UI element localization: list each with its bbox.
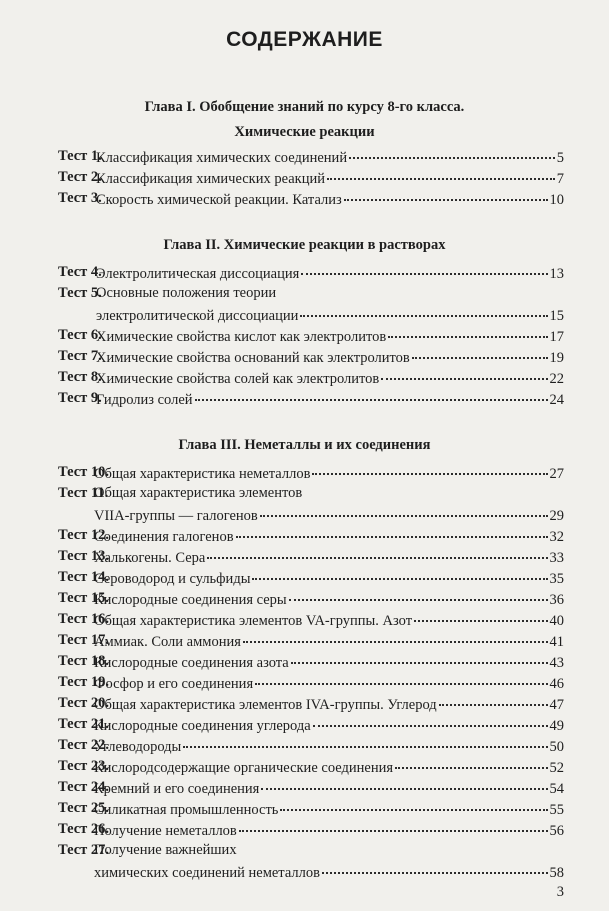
toc-entry-label: Тест 26. xyxy=(58,821,110,837)
toc-entry-label: Тест 19. xyxy=(58,674,110,690)
leader-dots xyxy=(381,364,547,380)
toc-entry-27 xyxy=(58,861,564,882)
leader-dots xyxy=(395,753,547,769)
leader-dots xyxy=(183,732,547,748)
toc-entry-title: Сероводород и сульфиды xyxy=(94,571,251,587)
toc-entry-title: Кислородные соединения углерода xyxy=(94,718,311,734)
toc-entry-title: Электролитическая диссоциация xyxy=(96,266,300,282)
leader-dots xyxy=(327,164,555,180)
toc-entry-page: 58 xyxy=(549,865,564,881)
leader-dots xyxy=(252,564,547,580)
toc-entry-title: Углеводороды xyxy=(94,739,182,755)
chapter-2-line-1: Глава II. Химические реакции в растворах xyxy=(163,237,446,253)
toc-entry-page: 13 xyxy=(549,266,564,282)
toc-entry-title: Химические свойства солей как электролитов xyxy=(96,371,380,387)
toc-entry-title: Классификация химических реакций xyxy=(96,171,325,187)
leader-dots xyxy=(388,322,547,338)
toc-entry-title: Силикатная промышленность xyxy=(94,802,279,818)
toc-entry-title: Общая характеристика неметаллов xyxy=(94,466,311,482)
toc-entry-page: 55 xyxy=(549,802,564,818)
toc-entry-page: 56 xyxy=(549,823,564,839)
leader-dots xyxy=(260,501,548,517)
toc-entry-label: Тест 23. xyxy=(58,758,110,774)
toc-entry-page: 22 xyxy=(549,371,564,387)
toc-entry-title: Общая характеристика элементов IVA-группы. Углерод xyxy=(94,697,437,713)
leader-dots xyxy=(300,301,547,317)
toc-entry-title: Фосфор и его соединения xyxy=(94,676,254,692)
toc-entry-page: 35 xyxy=(549,571,564,587)
toc-entry-page: 27 xyxy=(549,466,564,482)
toc-entry-title: Получение неметаллов xyxy=(94,823,237,839)
toc-entry-page: 36 xyxy=(549,592,564,608)
toc-entry-26 xyxy=(58,819,564,840)
toc-entry-page: 41 xyxy=(549,634,564,650)
leader-dots xyxy=(239,816,548,832)
toc-entry-label: Тест 8. xyxy=(58,369,102,385)
toc-entry-title-part-1: Основные положения теории xyxy=(96,285,277,301)
toc-entry-label: Тест 22. xyxy=(58,737,110,753)
toc-entry-label: Тест 9. xyxy=(58,390,102,406)
toc-entry-label: Тест 18. xyxy=(58,653,110,669)
chapter-1-line-2: Химические реакции xyxy=(234,124,375,140)
toc-entry-3 xyxy=(58,188,564,209)
page-title: СОДЕРЖАНИЕ xyxy=(226,28,383,51)
toc-entry-title: Гидролиз солей xyxy=(96,392,193,408)
toc-entry-page: 33 xyxy=(549,550,564,566)
toc-entry-page: 54 xyxy=(549,781,564,797)
leader-dots xyxy=(291,648,548,664)
toc-entry-label: Тест 2. xyxy=(58,169,102,185)
leader-dots xyxy=(261,774,547,790)
leader-dots xyxy=(255,669,547,685)
toc-entry-label: Тест 13. xyxy=(58,548,110,564)
toc-entry-label: Тест 27. xyxy=(58,842,110,858)
toc-entry-page: 50 xyxy=(549,739,564,755)
toc-entry-title: Халькогены. Сера xyxy=(94,550,206,566)
chapter-1-line-1: Глава I. Обобщение знаний по курсу 8-го класса. xyxy=(144,99,465,115)
toc-entry-label: Тест 7. xyxy=(58,348,102,364)
leader-dots xyxy=(195,385,548,401)
toc-entry-page: 19 xyxy=(549,350,564,366)
toc-entry-title: VIIA-группы — галогенов xyxy=(94,508,258,524)
chapter-2-heading xyxy=(40,233,569,258)
leader-dots xyxy=(439,690,548,706)
toc-entry-label: Тест 12. xyxy=(58,527,110,543)
toc-entry-label: Тест 20. xyxy=(58,695,110,711)
leader-dots xyxy=(243,627,548,643)
toc-entry-label: Тест 15. xyxy=(58,590,110,606)
toc-entry-page: 32 xyxy=(549,529,564,545)
toc-entry-label: Тест 4. xyxy=(58,264,102,280)
toc-entry-title: Скорость химической реакции. Катализ xyxy=(96,192,342,208)
toc-entry-label: Тест 17. xyxy=(58,632,110,648)
toc-entry-page: 24 xyxy=(549,392,564,408)
toc-entry-label: Тест 24. xyxy=(58,779,110,795)
toc-entry-page: 40 xyxy=(549,613,564,629)
toc-entry-label: Тест 16. xyxy=(58,611,110,627)
toc-entry-label: Тест 21. xyxy=(58,716,110,732)
toc-entry-title: Кислородсодержащие органические соединения xyxy=(94,760,394,776)
toc-entry-title: Соединения галогенов xyxy=(94,529,234,545)
leader-dots xyxy=(414,606,547,622)
toc-entry-label: Тест 3. xyxy=(58,190,102,206)
toc-entry-title: Кислородные соединения серы xyxy=(94,592,287,608)
toc-entry-4 xyxy=(58,262,564,283)
toc-entry-label: Тест 10. xyxy=(58,464,110,480)
toc-entry-page: 7 xyxy=(556,171,564,187)
leader-dots xyxy=(322,858,548,874)
toc-entry-title: Классификация химических соединений xyxy=(96,150,348,166)
toc-entry-label: Тест 5. xyxy=(58,285,102,301)
toc-entry-label: Тест 25. xyxy=(58,800,110,816)
leader-dots xyxy=(289,585,548,601)
leader-dots xyxy=(236,522,548,538)
leader-dots xyxy=(313,711,548,727)
page-number: 3 xyxy=(556,884,564,900)
leader-dots xyxy=(312,459,547,475)
toc-entry-title: Кремний и его соединения xyxy=(94,781,260,797)
leader-dots xyxy=(301,259,547,275)
toc-entry-title-part-1: Получение важнейших xyxy=(94,842,237,858)
toc-entry-page: 10 xyxy=(549,192,564,208)
toc-entry-page: 46 xyxy=(549,676,564,692)
leader-dots xyxy=(412,343,548,359)
toc-entry-page: 47 xyxy=(549,697,564,713)
leader-dots xyxy=(349,143,555,159)
toc-entry-label: Тест 11. xyxy=(58,485,109,501)
toc-entry-title: электролитической диссоциации xyxy=(96,308,299,324)
toc-entry-page: 52 xyxy=(549,760,564,776)
toc-entry-label: Тест 1. xyxy=(58,148,102,164)
toc-entry-label: Тест 6. xyxy=(58,327,102,343)
toc-entry-9 xyxy=(58,388,564,409)
toc-entry-title: Кислородные соединения азота xyxy=(94,655,289,671)
toc-entry-title: Общая характеристика элементов VA-группы. Азот xyxy=(94,613,413,629)
leader-dots xyxy=(207,543,547,559)
toc-entry-title: Аммиак. Соли аммония xyxy=(94,634,241,650)
toc-entry-page: 29 xyxy=(549,508,564,524)
chapter-3-line-1: Глава III. Неметаллы и их соединения xyxy=(178,437,431,453)
toc-entry-10 xyxy=(58,462,564,483)
toc-entry-title: Химические свойства кислот как электролитов xyxy=(96,329,387,345)
leader-dots xyxy=(344,185,548,201)
toc-entry-page: 43 xyxy=(549,655,564,671)
toc-entry-page: 17 xyxy=(549,329,564,345)
chapter-1-heading xyxy=(40,95,569,145)
chapter-3-heading xyxy=(40,433,569,458)
toc-entry-label: Тест 14. xyxy=(58,569,110,585)
toc-entry-page: 5 xyxy=(556,150,564,166)
leader-dots xyxy=(280,795,547,811)
toc-entry-title: химических соединений неметаллов xyxy=(94,865,320,881)
toc-entry-title: Химические свойства оснований как электролитов xyxy=(96,350,410,366)
toc-entry-page: 15 xyxy=(549,308,564,324)
toc-entry-page: 49 xyxy=(549,718,564,734)
toc-entry-title-part-1: Общая характеристика элементов xyxy=(94,485,303,501)
